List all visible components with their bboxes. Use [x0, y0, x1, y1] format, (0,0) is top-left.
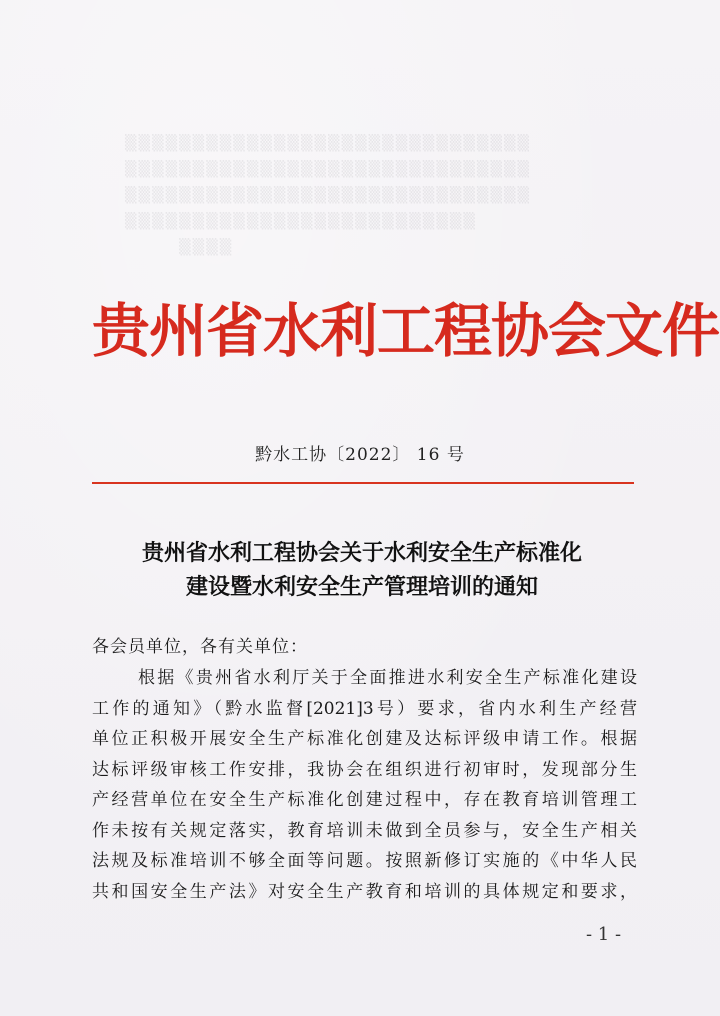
- body-line: 产经营单位在安全生产标准化创建过程中，存在教育培训管理工: [92, 790, 637, 810]
- body-line: 法规及标准培训不够全面等问题。按照新修订实施的《中华人民: [92, 851, 637, 871]
- page-number: - 1 -: [586, 924, 622, 945]
- salutation: 各会员单位，各有关单位：: [92, 637, 308, 657]
- issuer-header: 贵州省水利工程协会文件: [92, 297, 720, 365]
- body-line: 达标评级审核工作安排，我协会在组织进行初审时，发现部分生: [92, 759, 637, 780]
- body-paragraph: [92, 663, 637, 907]
- body-line: 作未按有关规定落实，教育培训未做到全员参与，安全生产相关: [92, 820, 637, 841]
- header-divider: [92, 482, 634, 484]
- body-line: 单位正积极开展安全生产标准化创建及达标评级申请工作。根据: [92, 729, 637, 749]
- notice-title-line: 贵州省水利工程协会关于水利安全生产标准化: [141, 541, 582, 566]
- document-number: 黔水工协〔2022〕 16 号: [255, 445, 465, 465]
- body-line: 根据《贵州省水利厅关于全面推进水利安全生产标准化建设: [138, 668, 637, 688]
- bleed-through-texture: ▒▒▒▒▒▒▒▒▒▒▒▒▒▒▒▒▒▒▒▒▒▒▒▒▒▒▒▒▒▒ ▒▒▒▒▒▒▒▒▒▒▒▒▒▒▒▒▒▒▒▒▒▒▒▒▒▒▒▒▒▒ ▒▒▒▒▒▒▒▒▒▒▒▒▒▒▒▒▒▒▒▒▒▒▒▒▒▒▒▒▒▒ ▒▒▒▒▒▒▒▒▒▒▒▒▒▒▒▒▒▒▒▒▒▒▒▒▒▒ ▒▒▒▒: [125, 134, 532, 256]
- notice-title-line: 建设暨水利安全生产管理培训的通知: [185, 575, 538, 600]
- notice-title: [92, 537, 632, 605]
- body-line: 共和国安全生产法》对安全生产教育和培训的具体规定和要求，: [92, 881, 637, 902]
- body-line: 工作的通知》（黔水监督[2021]3号）要求，省内水利生产经营: [92, 698, 637, 719]
